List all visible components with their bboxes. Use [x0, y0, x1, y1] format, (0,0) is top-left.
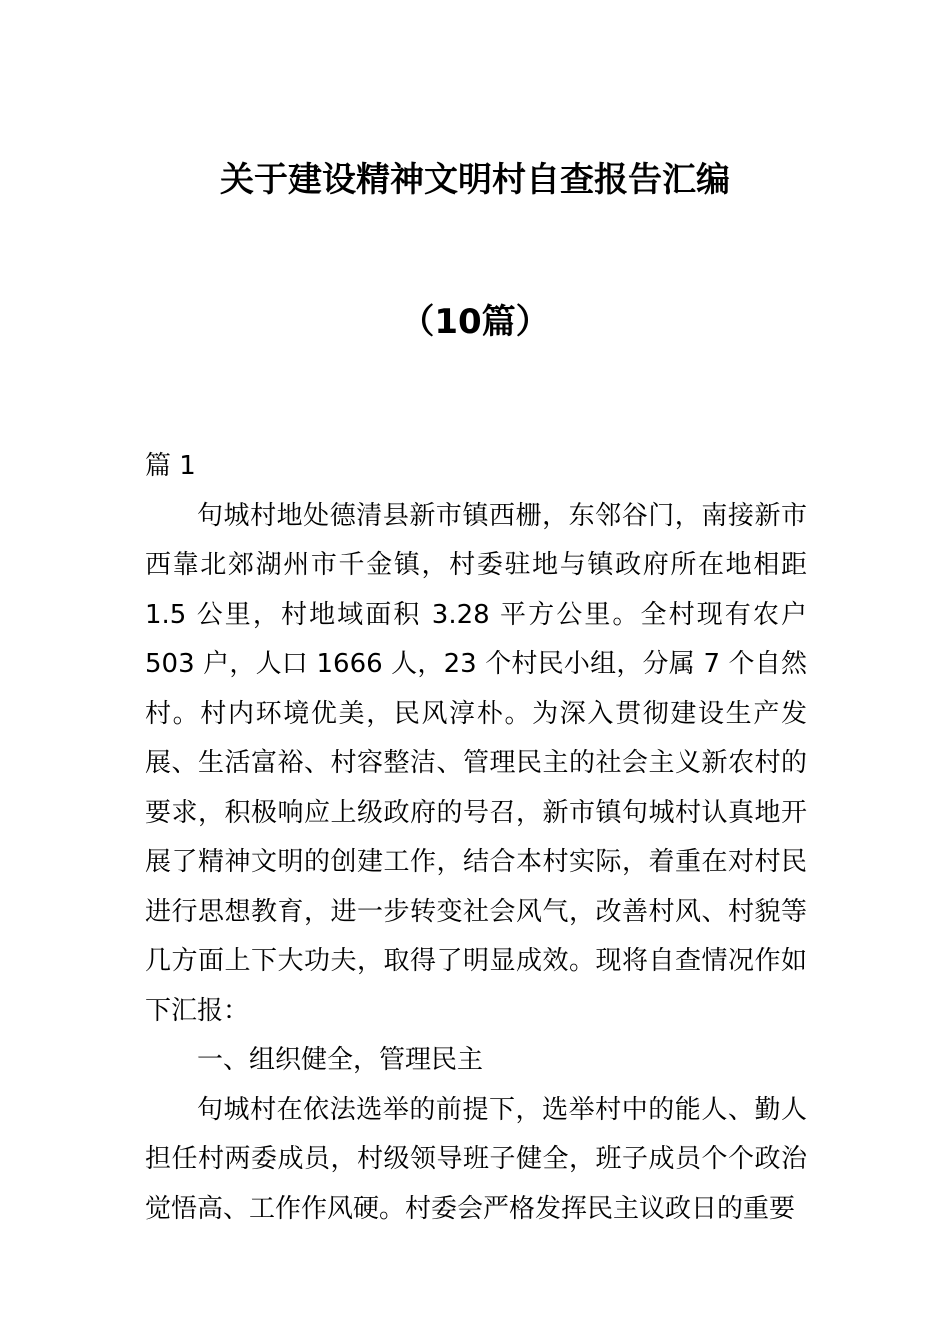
document-body — [145, 442, 807, 1234]
document-subtitle: （10篇） — [400, 302, 550, 342]
document-title: 关于建设精神文明村自查报告汇编 — [220, 160, 730, 200]
section-heading: 一、组织健全，管理民主 — [197, 1045, 484, 1075]
body-paragraph: 句城村在依法选举的前提下，选举村中的能人、勤人担任村两委成员，村级领导班子健全，班子成员个个政治觉悟高、工作作风硬。村委会严格发挥民主议政日的重要 — [145, 1094, 807, 1224]
section-label: 篇 1 — [145, 451, 196, 481]
body-paragraph: 句城村地处德清县新市镇西栅，东邻谷门，南接新市西靠北郊湖州市千金镇，村委驻地与镇政府所在地相距 1.5 公里，村地域面积 3.28 平方公里。全村现有农户 503 户，人口 1666 人，23 个村民小组，分属 7 个自然村。村内环境优美，民风淳朴。为深入贯彻建设生产发展、生活富裕、村容整洁、管理民主的社会主义新农村的要求，积极响应上级政府的号召，新市镇句城村认真地开展了精神文明的创建工作，结合本村实际，着重在对村民进行思想教育，进一步转变社会风气，改善村风、村貌等几方面上下大功夫，取得了明显成效。现将自查情况作如下汇报： — [145, 500, 807, 1026]
